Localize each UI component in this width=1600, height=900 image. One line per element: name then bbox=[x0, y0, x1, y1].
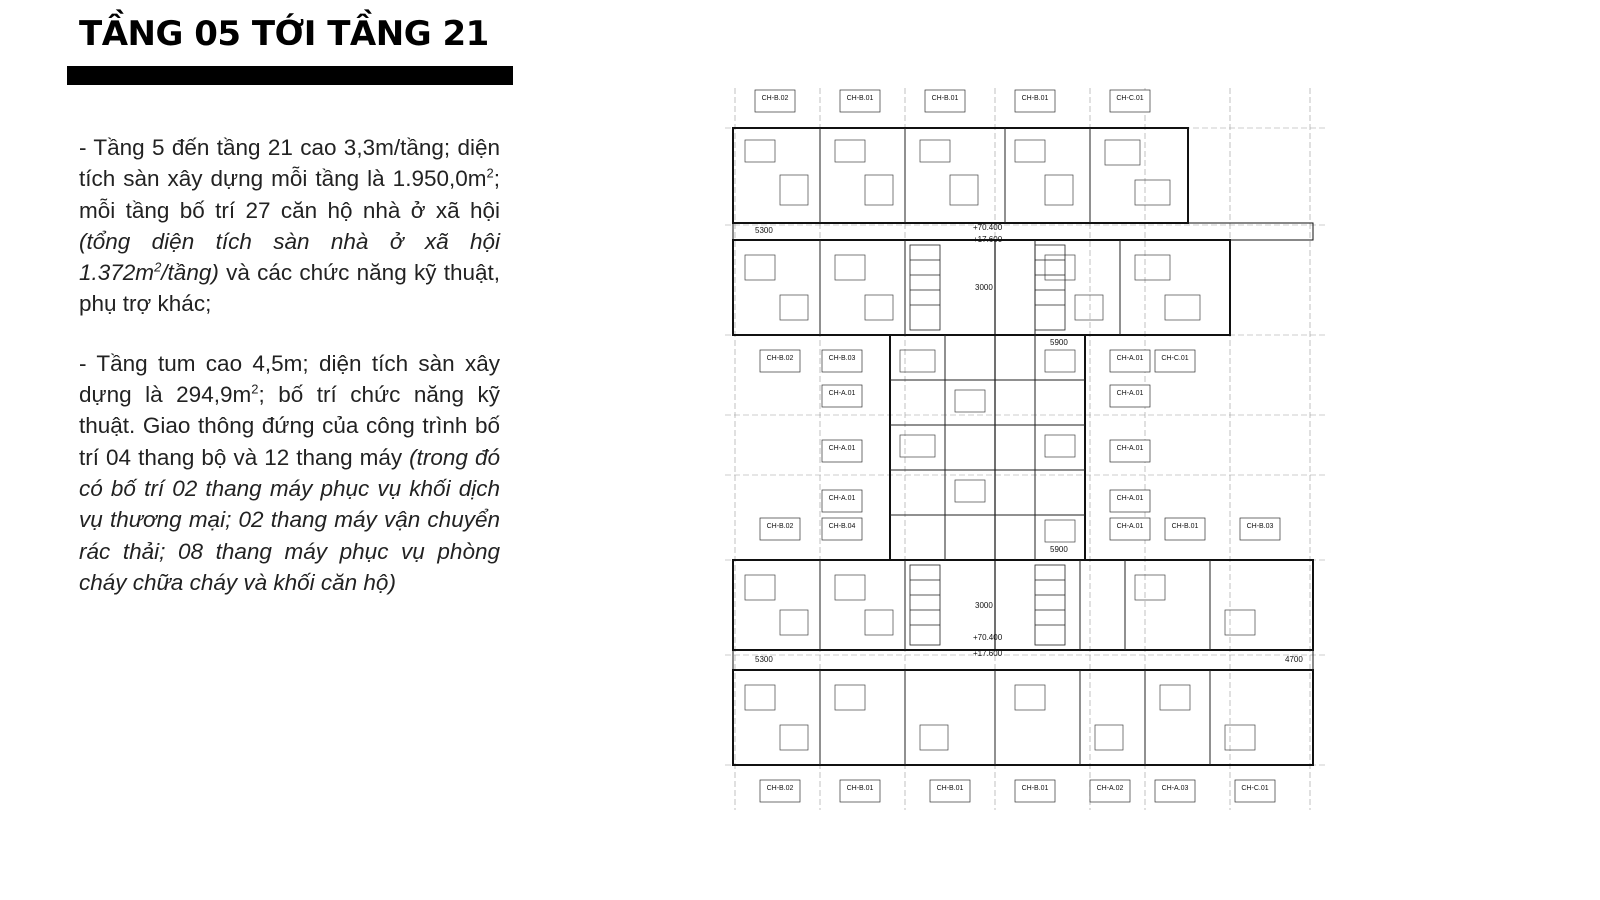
unit-tag-bottom-4: CH-B.01 bbox=[1021, 785, 1049, 792]
stair-cores bbox=[910, 245, 1065, 645]
unit-tag-bottom-1: CH-B.02 bbox=[766, 785, 794, 792]
unit-tag-lc-1: CH-A.01 bbox=[828, 390, 856, 397]
p1-text-2: ; mỗi tầng bố trí 27 căn hộ nhà ở xã hội bbox=[79, 166, 500, 223]
unit-tag-um-1: CH-B.02 bbox=[766, 355, 794, 362]
unit-tag-rc-3: CH-A.01 bbox=[1116, 495, 1144, 502]
level-mark-2: +17.600 bbox=[973, 235, 1003, 244]
level-mark-1: +70.400 bbox=[973, 223, 1003, 232]
unit-tag-bottom-7: CH-C.01 bbox=[1241, 785, 1269, 792]
dim-3000-upper: 3000 bbox=[975, 283, 993, 292]
dim-5900-upper: 5900 bbox=[1050, 338, 1068, 347]
unit-tag-lm-3: CH-A.01 bbox=[1116, 523, 1144, 530]
unit-tag-um-3: CH-A.01 bbox=[1116, 355, 1144, 362]
unit-tag-top-2: CH-B.01 bbox=[846, 95, 874, 102]
p2-text-1: - Tầng tum cao 4,5m; diện tích sàn xây dựng là 294,9m bbox=[79, 350, 500, 408]
p1-italic-1: (tổng diện tích sàn nhà ở xã hội 1.372m bbox=[79, 228, 500, 286]
p2-italic-1: (trong đó có bố trí 02 thang máy phục vụ khối dịch vụ thương mại; 02 thang máy vận chuyển rác thải; 08 thang máy phục vụ phòng cháy chữa cháy và khối căn hộ) bbox=[79, 444, 501, 595]
p1-sup-1: 2 bbox=[486, 165, 494, 181]
paragraph-roof-floor bbox=[79, 348, 500, 598]
dim-3000-lower: 3000 bbox=[975, 601, 993, 610]
p2-text-2: ; bố trí chức năng kỹ thuật. Giao thông đứng của công trình bố trí 04 thang bộ và 12 thang máy bbox=[79, 382, 500, 470]
unit-tag-top-3: CH-B.01 bbox=[931, 95, 959, 102]
p1-text-3: và các chức năng kỹ thuật, phụ trợ khác; bbox=[79, 260, 500, 317]
floor-plan-drawing bbox=[725, 80, 1335, 815]
unit-tag-lc-2: CH-A.01 bbox=[828, 445, 856, 452]
unit-tag-um-2: CH-B.03 bbox=[828, 355, 856, 362]
unit-tag-top-4: CH-B.01 bbox=[1021, 95, 1049, 102]
p1-italic-2: /tầng) bbox=[161, 260, 219, 286]
level-mark-3: +70.400 bbox=[973, 633, 1003, 642]
unit-tag-lm-1: CH-B.02 bbox=[766, 523, 794, 530]
unit-tag-rc-2: CH-A.01 bbox=[1116, 445, 1144, 452]
unit-tag-lm-5: CH-B.03 bbox=[1246, 523, 1274, 530]
unit-tag-top-5: CH-C.01 bbox=[1116, 95, 1144, 102]
dim-5900-lower: 5900 bbox=[1050, 545, 1068, 554]
level-mark-4: +17.600 bbox=[973, 649, 1003, 658]
p1-text-1: - Tầng 5 đến tầng 21 cao 3,3m/tầng; diện tích sàn xây dựng mỗi tầng là 1.950,0m bbox=[79, 135, 500, 192]
p1-sup-2: 2 bbox=[154, 259, 162, 275]
unit-tag-bottom-3: CH-B.01 bbox=[936, 785, 964, 792]
unit-tag-um-4: CH-C.01 bbox=[1161, 355, 1189, 362]
unit-tag-lm-4: CH-B.01 bbox=[1171, 523, 1199, 530]
unit-tag-top-1: CH-B.02 bbox=[761, 95, 789, 102]
dim-5300-top: 5300 bbox=[755, 226, 773, 235]
title-underline-bar bbox=[67, 66, 513, 85]
dim-4700: 4700 bbox=[1285, 655, 1303, 664]
unit-tag-lm-2: CH-B.04 bbox=[828, 523, 856, 530]
building-walls bbox=[733, 128, 1313, 765]
description-text bbox=[79, 132, 500, 626]
dim-5300-bottom: 5300 bbox=[755, 655, 773, 664]
unit-tag-bottom-6: CH-A.03 bbox=[1161, 785, 1189, 792]
paragraph-floors-5-21 bbox=[79, 132, 500, 320]
grid-lines bbox=[725, 88, 1325, 810]
unit-tag-lc-3: CH-A.01 bbox=[828, 495, 856, 502]
unit-tag-bottom-5: CH-A.02 bbox=[1096, 785, 1124, 792]
unit-tag-bottom-2: CH-B.01 bbox=[846, 785, 874, 792]
unit-tag-rc-1: CH-A.01 bbox=[1116, 390, 1144, 397]
p2-sup-1: 2 bbox=[251, 381, 259, 397]
page-title: TẦNG 05 TỚI TẦNG 21 bbox=[79, 14, 489, 54]
